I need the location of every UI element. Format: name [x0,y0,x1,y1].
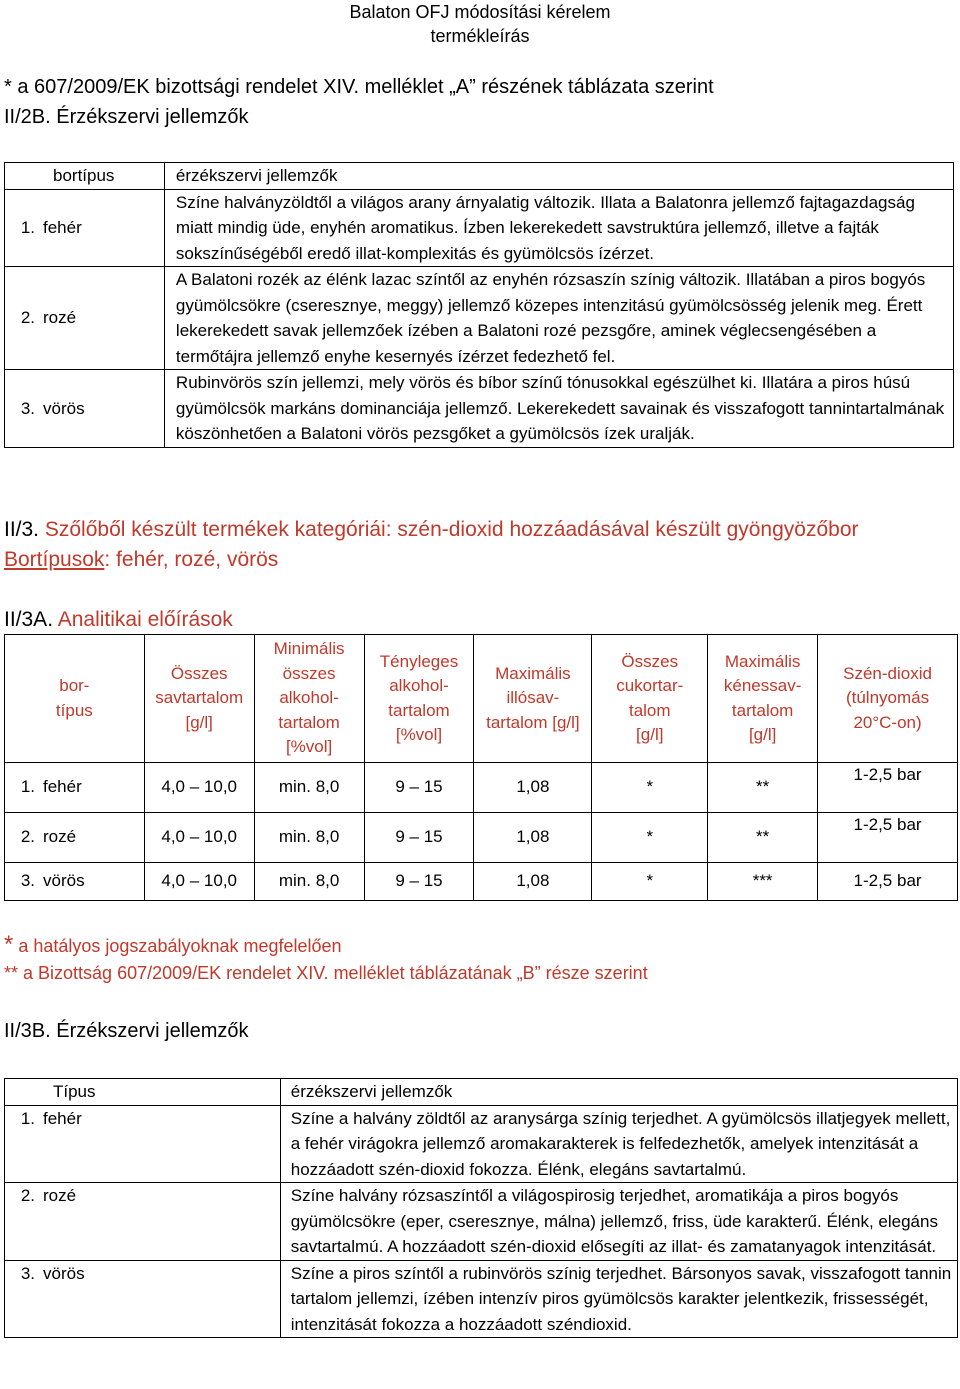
header-wine-type: bor- típus [5,635,145,763]
wine-type-cell: 3. vörös [5,863,145,901]
section-3-value: szén-dioxid hozzáadásával készült gyöngyözőbor [397,518,859,541]
wine-type-cell [5,370,165,448]
header-actual-alcohol: Tényleges alkohol- tartalom [%vol] [364,635,474,763]
acid-cell: 4,0 – 10,0 [144,863,254,901]
sulfur-cell: ** [708,813,818,863]
section-3-label: Szőlőből készült termékek kategóriái: [44,518,392,541]
volatile-acid-cell: 1,08 [474,863,592,901]
header-total-acid: Összes savtartalom [g/l] [144,635,254,763]
acid-cell: 4,0 – 10,0 [144,813,254,863]
wine-type-cell [5,189,165,267]
wine-types-line [4,546,278,574]
sensory-description: Rubinvörös szín jellemzi, mely vörös és bíbor színű tónusokkal egészülhet ki. Illatára a piros húsú gyümölcsök markáns dominanciája jellemző. Lekerekedett savainak és visszafogott tannintartalmának köszönhetően a Balatoni vörös pezsgőket a gyümölcsös ízek uralják. [164,370,953,448]
section-3-heading [4,516,859,544]
sugar-cell: * [592,863,708,901]
actual-alcohol-cell: 9 – 15 [364,813,474,863]
section-3-prefix: II/3. [4,518,40,541]
wine-type-cell: 1. fehér [5,1105,281,1183]
wine-types-value: : fehér, rozé, vörös [104,548,279,571]
section-3a-heading [4,606,233,634]
co2-cell: 1-2,5 bar [818,863,958,901]
row-number: 2. [20,308,35,328]
table-row [5,1105,958,1183]
section-3a-prefix: II/3A. [4,608,54,631]
header-sensory: érzékszervi jellemzők [280,1079,957,1106]
table-row [5,813,958,863]
actual-alcohol-cell: 9 – 15 [364,763,474,813]
table-header-row [5,163,954,190]
wine-type: rozé [43,308,77,328]
volatile-acid-cell: 1,08 [474,813,592,863]
min-alcohol-cell: min. 8,0 [254,813,364,863]
header-sulfurous-acid: Maximális kénessav- tartalom [g/l] [708,635,818,763]
table-row [5,1183,958,1261]
table-header-row [5,1079,958,1106]
sensory-description: Színe a halvány zöldtől az aranysárga színig terjedhet. A gyümölcsös illatjegyek mellett, a fehér virágokra jellemző aromakarakterek is felfedezhetők, amelyek intenzitását a hozzáadott szén-dioxid fokozza. Élénk, elegáns savtartalmú. [280,1105,957,1183]
regulation-reference: * a 607/2009/EK bizottsági rendelet XIV. melléklet „A” részének táblázata szerint [4,76,714,98]
footnote-2: ** a Bizottság 607/2009/EK rendelet XIV. melléklet táblázatának „B” része szerint [4,963,648,983]
table-row [5,267,954,370]
analytics-table [4,634,958,901]
section-2b-title: II/2B. Érzékszervi jellemzők [4,106,249,128]
sensory-description: Színe halványzöldtől a világos arany árnyalatig változik. Illata a Balatonra jellemző fajtagazdagság miatt mindig üde, enyhén aromatikus. Ízben lekerekedett savstruktúra jellemző, illetve a fajták sokszínűségéből eredő illat-komplexitás és gyümölcsös ízérzet. [164,189,953,267]
section-3b-title: II/3B. Érzékszervi jellemzők [4,1020,249,1042]
header-min-alcohol: Minimális összes alkohol- tartalom [%vol] [254,635,364,763]
wine-type: vörös [43,398,85,418]
sensory-description: Színe a piros színtől a rubinvörös színig terjedhet. Bársonyos savak, visszafogott tannin tartalom jellemzi, ízében intenzív piros gyümölcsös karakter jelentkezik, frissességét, intenzitását fokozza a hozzáadott széndioxid. [280,1260,957,1338]
wine-types-label: Bortípusok [4,548,105,571]
co2-cell: 1-2,5 bar [818,813,958,863]
document-title: Balaton OFJ módosítási kérelem [349,2,611,22]
section-3a-title: Analitikai előírások [57,608,233,631]
table-row [5,1260,958,1338]
min-alcohol-cell: min. 8,0 [254,763,364,813]
wine-type-cell [5,267,165,370]
actual-alcohol-cell: 9 – 15 [364,863,474,901]
sensory-description: A Balatoni rozék az élénk lazac színtől az enyhén rózsaszín színig változik. Illatában a piros bogyós gyümölcsökre (cseresznye, meggy) jellemző közepes intenzitású gyümölcsösség jelenik meg. Érett lekerekedett savak jellemzőek ízében a Balatoni rozé pezsgőre, aminek véglecsengésében a termőtájra jellemző enyhe kesernyés ízérzet fedezhető fel. [164,267,953,370]
volatile-acid-cell: 1,08 [474,763,592,813]
acid-cell: 4,0 – 10,0 [144,763,254,813]
sensory-description: Színe halvány rózsaszíntől a világospirosig terjedhet, aromatikája a piros bogyós gyümölcsökre (eper, cseresznye, málna) jellemző, friss, üde karakterű. Élénk, elegáns savtartalmú. A hozzáadott szén-dioxid elősegíti az illat- és zamatanyagok intenzitását. [280,1183,957,1261]
wine-type: fehér [43,218,82,237]
sulfur-cell: ** [708,763,818,813]
min-alcohol-cell: min. 8,0 [254,863,364,901]
header-sensory: érzékszervi jellemzők [164,163,953,190]
header-volatile-acid: Maximális illósav- tartalom [g/l] [474,635,592,763]
sugar-cell: * [592,763,708,813]
table-row [5,189,954,267]
document-subtitle: termékleírás [430,26,530,46]
section-2b-table [4,162,954,448]
row-number: 3. [20,398,35,418]
wine-type-cell: 2. rozé [5,1183,281,1261]
sulfur-cell: *** [708,863,818,901]
header-wine-type: bortípus [5,163,165,190]
section-3b-table [4,1078,958,1338]
table-row [5,370,954,448]
table-row [5,763,958,813]
table-row [5,863,958,901]
wine-type-cell: 1. fehér [5,763,145,813]
sugar-cell: * [592,813,708,863]
footnote-1 [4,932,342,959]
row-number: 1. [20,218,35,237]
wine-type-cell: 2. rozé [5,813,145,863]
header-co2: Szén-dioxid (túlnyomás 20°C-on) [818,635,958,763]
footnote-1-mark: * [4,931,14,958]
header-sugar: Összes cukortar- talom [g/l] [592,635,708,763]
footnote-1-text: a hatályos jogszabályoknak megfelelően [18,936,342,956]
co2-cell: 1-2,5 bar [818,763,958,813]
header-type: Típus [5,1079,281,1106]
wine-type-cell: 3. vörös [5,1260,281,1338]
table-header-row [5,635,958,763]
